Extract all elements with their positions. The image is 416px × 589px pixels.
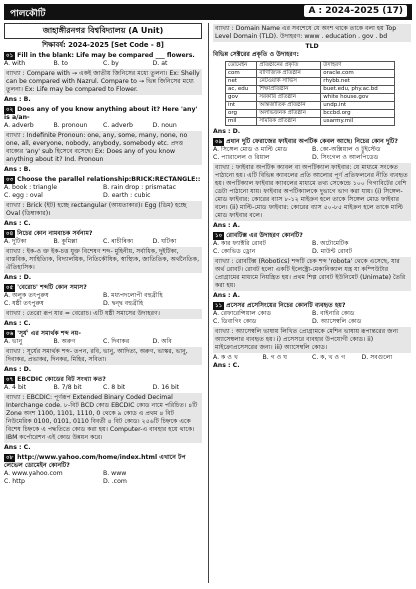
table-cell: oracle.com	[321, 70, 395, 78]
option-d: D. সিংগেল ও আলপিডেড	[312, 154, 379, 161]
option-d: D. noun	[152, 122, 177, 129]
option-c: C. প্যারালেল ও রিয়াল	[213, 154, 270, 161]
question-number: ০১	[6, 53, 14, 59]
question-text: 'বেরোচ' শব্দটি কোন সমাস?	[17, 284, 87, 291]
table-header-cell: উদাহরণ	[321, 62, 395, 70]
question-text: রোবটিক্স এর উদাহরণ কোনটি?	[226, 232, 303, 239]
option-c: C. ক, খ ও গ	[312, 354, 346, 361]
table-cell: rhybb.net	[321, 78, 395, 86]
table-row	[226, 94, 395, 102]
table-row	[226, 110, 395, 118]
header-right: A : 2024-2025 (17)	[304, 5, 407, 17]
table-cell: com	[226, 70, 257, 78]
option-a: A. অলুক তৎপুরুষ	[4, 292, 49, 299]
option-b: B. গ ও ঘ	[262, 354, 288, 361]
option-c: C. http	[4, 478, 25, 485]
explanation: ব্যাখ্যা : Compare with → একই জাতীয় জিনিসের মধ্যে তুলনা। Ex: Shelly can be compared with Nazrul. Compare to → ভিন্ন জিনিসের মধ্যে তুলনা। Ex: Life may be compared to Flower.	[4, 69, 202, 95]
question-8	[4, 454, 202, 470]
option-d: D. ঘটিকা	[152, 238, 177, 245]
table-cell: usarmy.mil	[321, 118, 395, 126]
option-b: B. 7/8 bit	[53, 384, 82, 391]
question-7	[4, 376, 202, 384]
options	[4, 470, 202, 486]
option-b: B. কো-অক্সিয়াল ও টুইস্টেড	[312, 146, 381, 153]
option-b: B. অটোমেটিক	[312, 240, 349, 247]
question-10	[213, 232, 411, 240]
option-c: C. 8 bit	[103, 384, 126, 391]
table-cell: int	[226, 102, 257, 110]
explanation: ব্যাখ্যা : অ্যাসেম্বলি ভাষায় লিখিত প্রোগ্রামকে মেশিন ভাষায় রূপান্তরের জন্য অ্যাসেম্বলার ব্যবহৃত হয়। i) প্রসেসরে ব্যবহার উপযোগী কোড। ii) মাইক্রোপ্রসেসরের জন্য। iii) অ্যাসেম্বলি কোড।	[213, 327, 411, 353]
options	[4, 60, 202, 68]
options	[213, 240, 411, 256]
explanation: ব্যাখ্যা : ইক-ও ক্ত ইক-চত্ত যুক্ত বিশেষণ শব্দ- মুহিনীয়, সর্বাধিক, দুইটিকা, বাস্তবিক, সাহিত্যিক, বিদ্যালয়িক, নিতিকৌষিক, স্বাস্থ্যিক, জাতিতিক, অর্থনৈতিক, ঐতিহাসিক।	[4, 247, 202, 273]
option-b: B. pronoun	[53, 122, 88, 129]
option-a: A. with	[4, 60, 26, 67]
question-text: প্রধান দুটি ফেরাজের ফাইবার অপটিক কেবল আছে। নিচের কোন দুটি?	[226, 138, 398, 145]
option-d: D. মাউন্ট রোবট	[312, 248, 353, 255]
option-c: C. adverb	[103, 122, 133, 129]
header-left: পালকৌটি	[10, 9, 46, 19]
domain-table	[225, 61, 395, 126]
table-row	[226, 118, 395, 126]
option-d: D. সবগুলো	[361, 354, 393, 361]
explanation: ব্যাখ্যা : Domain Name এর সবশেষে যে অংশ থাকে তাকে বলা হয় Top Level Domain (TLD). উদাহরণ: www . education . gov . bd	[213, 24, 411, 42]
option-c: C. দিবাকর	[103, 338, 130, 345]
answer: Ans : D.	[4, 274, 32, 281]
options	[213, 310, 411, 326]
table-cell: org	[226, 110, 257, 118]
option-a: A. দুটিকা	[4, 238, 27, 245]
option-a: A. 4 bit	[4, 384, 27, 391]
answer: Ans : A.	[213, 222, 240, 229]
option-a: A. ক ও খ	[213, 354, 238, 361]
explanation: ব্যাখ্যা : Indefinite Pronoun: one, any, some, many, none, no one, all, everyone, nobody, anybody, somebody etc. প্রদত্ত বাক্যের 'any' sub হিসেবে বসেছে। Ex: Does any of you know anything about it? Ind. Pronoun	[4, 131, 202, 165]
options	[213, 146, 411, 162]
option-b: B. মধ্যপদলোপী বহুব্রীহি	[103, 292, 163, 299]
option-d: D. অবি	[152, 338, 172, 345]
answer: Ans : B.	[4, 96, 31, 103]
question-text: Fill in the blank: Life may be compared ___ flowers.	[17, 52, 195, 59]
header-bar	[4, 4, 412, 20]
option-c: C. by	[103, 60, 119, 67]
table-cell: mil	[226, 118, 257, 126]
option-a: A. সিঙ্গেল মোড ও মাল্টি মোড	[213, 146, 288, 153]
answer: Ans : D.	[4, 366, 32, 373]
option-c: C. কোভিড ড্রোন	[213, 248, 256, 255]
answer: Ans : C.	[213, 362, 240, 369]
option-a: A. www.yahoo.com	[4, 470, 63, 477]
explanation: ব্যাখ্যা : তেরো রূপ যার = বেরোচ। এটি ষষ্ঠী সমাসের উদাহরণ।	[4, 309, 202, 319]
question-1	[4, 52, 202, 60]
option-a: A. ভানু	[4, 338, 23, 345]
option-b: B. কুমিল্লা	[53, 238, 78, 245]
table-cell: net	[226, 78, 257, 86]
table-cell: undp.int	[321, 102, 395, 110]
option-c: C. ষষ্ঠী তৎপুরুষ	[4, 300, 44, 307]
session-label: শিক্ষাবর্ষ: 2024-2025 [Set Code - 8]	[42, 41, 164, 49]
question-text: EBCDIC কোডের বিট সংখ্যা কত?	[17, 376, 106, 383]
question-number: ০৭	[6, 377, 14, 383]
question-number: ০৬	[6, 331, 14, 337]
question-text: Does any of you know anything about it? Here 'any' is a/an-	[4, 106, 198, 121]
options	[4, 122, 202, 130]
options	[213, 354, 411, 362]
option-b: B. rain drop : prismatac	[103, 184, 177, 191]
table-row	[226, 102, 395, 110]
explanation: ব্যাখ্যা : সূর্যের সমার্থক শব্দ- তপন, রবি, ভানু, আদিত্য, অরুণ, ভাস্কর, ভানু, দিবাকর, প্রভাকর, দিনকর, মিহির, সবিতা।	[4, 347, 202, 365]
question-6	[4, 330, 202, 338]
question-text: http://www.yahoo.com/home/index.html এখানে টপ লেভেল ডোমেইন কোনটি?	[4, 454, 186, 469]
options	[4, 338, 202, 346]
answer: Ans : C.	[4, 444, 31, 451]
question-text: প্রসেসর প্রসেসিংয়ের নিচের কোনটি ব্যবহৃত হয়?	[226, 302, 346, 309]
question-number: ০৪	[6, 231, 14, 237]
options	[4, 384, 202, 392]
question-number: ১০	[215, 233, 223, 239]
option-b: B. to	[53, 60, 68, 67]
question-2	[4, 106, 202, 122]
tld-label: TLD	[305, 43, 319, 50]
question-number: ১১	[215, 303, 223, 309]
section-title: জাহাঙ্গীরনগর বিশ্ববিদ্যালয় (A Unit)	[4, 23, 202, 39]
explanation: ব্যাখ্যা : Brick (ইট) হচ্ছে rectangular (আয়তাকার)। Egg (ডিম) হচ্ছে Oval (ডিম্বাকার)।	[4, 201, 202, 219]
question-number: ০৮	[6, 455, 14, 461]
question-number: ০৫	[6, 285, 14, 291]
option-a: A. রেফারেন্সিয়াল কোড	[213, 310, 272, 317]
question-number: ০৯	[215, 139, 223, 145]
table-header-row	[226, 62, 395, 70]
question-number: ০২	[6, 107, 14, 113]
table-cell: bccbd.org	[321, 110, 395, 118]
explanation: ব্যাখ্যা : EBCDIC: পূর্ণরূপ Extended Binary Coded Decimal Interchange code. ৮-বিট BCD কোড EBCDIC কোড নামে পরিচিত। ৪টি Zone অংশ 1100, 1101, 1110, 0 থেকে ৯ কোড এ প্রথম ৪ বিট নিউমেরিক 0100, 0101, 0110 বিবর্তী ৪ বিট কোড। ২৫৬টি চিহ্নকে একে বিশেষ চিহ্নকে এ পদ্ধতিতে কোড করা হয়। Computer-এ বাবহার হয়ে থাকে। IBM কর্পোরেশন এই কোড উন্নয়ন করে।	[4, 393, 202, 443]
option-b: B. বাইনারি কোড	[312, 310, 355, 317]
option-a: A. adverb	[4, 122, 34, 129]
table-row	[226, 70, 395, 78]
table-cell: অলাভজনক প্রতিষ্ঠান	[257, 110, 321, 118]
table-cell: আন্তর্জাতিক প্রতিষ্ঠান	[257, 102, 321, 110]
options	[4, 238, 202, 246]
options	[4, 292, 202, 308]
option-d: D. অ্যাসেম্বলি কোড	[312, 318, 362, 325]
option-d: D. earth : cubic	[103, 192, 151, 199]
table-cell: white house.gov	[321, 94, 395, 102]
option-b: B. অরুণ	[53, 338, 76, 345]
left-column	[4, 23, 202, 486]
table-cell: buet.edu, phy.ac.bd	[321, 86, 395, 94]
option-c: C. ৰাচীৰিকা	[103, 238, 134, 245]
option-a: A. book : triangle	[4, 184, 58, 191]
answer: Ans : B.	[4, 166, 31, 173]
table-cell: gov	[226, 94, 257, 102]
options	[4, 184, 202, 200]
question-5	[4, 284, 202, 292]
table-cell: শিক্ষাপ্রতিষ্ঠান	[257, 86, 321, 94]
option-d: D. .com	[103, 478, 127, 485]
question-9	[213, 138, 411, 146]
table-header-cell: প্রতিষ্ঠানের প্রকৃতি	[257, 62, 321, 70]
question-text: নিচের কোন নামবাচক সর্বনাম?	[17, 230, 93, 237]
option-d: D. 16 bit	[152, 384, 180, 391]
option-a: A. কার ফ্যাক্টরি রোবট	[213, 240, 267, 247]
option-d: D. at	[152, 60, 168, 67]
right-column	[213, 23, 411, 370]
table-cell: সামরিক প্রতিষ্ঠান	[257, 118, 321, 126]
table-cell: ac, edu	[226, 86, 257, 94]
question-number: ০৩	[6, 177, 14, 183]
question-4	[4, 230, 202, 238]
option-d: D. দ্বন্দ্ব বহুব্রীহি	[103, 300, 144, 307]
table-cell: নেটওয়ার্ক সার্ভিস	[257, 78, 321, 86]
table-cell: সরকারি প্রতিষ্ঠান	[257, 94, 321, 102]
table-row	[226, 78, 395, 86]
question-text: 'সূর্য' এর সমার্থক শব্দ নয়-	[17, 330, 81, 337]
column-divider	[208, 23, 209, 583]
explanation: ব্যাখ্যা : রোবটিক্স (Robotics) শব্দটি চেক শব্দ 'robota' থেকে এসেছে, যার অর্থ রোবট। রোবট হলো একটি ইলেক্ট্রো-মেকানিক্যাল যন্ত্র যা কম্পিউটার প্রোগ্রামের মাধ্যমে নিয়ন্ত্রিত হয়। প্রথম শিল্প রোবট ইউনিমেট (Unimate) তৈরি করা হয়।	[213, 257, 411, 291]
option-c: C. egg : oval	[4, 192, 43, 199]
option-c: C. ডিবাগিং কোড	[213, 318, 257, 325]
question-text: Choose the parallel relationship:BRICK:RECTANGLE::	[17, 176, 201, 183]
table-row	[226, 86, 395, 94]
table-title: বিভিন্ন সেক্টরের প্রকৃতি ও উদাহরণ:	[213, 51, 300, 58]
table-header-cell: ডোমেইন	[226, 62, 257, 70]
question-3	[4, 176, 202, 184]
table-cell: বাণিজ্যিক প্রতিষ্ঠান	[257, 70, 321, 78]
answer: Ans : D.	[213, 128, 241, 135]
answer: Ans : C.	[4, 220, 31, 227]
answer: Ans : C.	[4, 320, 31, 327]
explanation: ব্যাখ্যা : ফাইবার অপটিক ক্যাবল বা অপটিক্যাল ফাইবার: যে মাধ্যমে সংকেত পাঠানো হয়। এটি বিভিন্ন ক্যাবলের প্রতি আলোর পূর্ণ প্রতিফলনের নীতি ব্যবহৃত হয়। অপটিক্যাল ফাইবার ক্যাবলের মাধ্যমে তথ্য সেকেন্ডে ১০০ গিগাবিটের বেশি ডেটা পাঠানো যায়। ফাইবার অপটিক্যালকে দুভাগে ভাগ করা যায়। (i) সিঙ্গেল-মোড ফাইবার: কোরের ব্যাস ৮-১২ মাইক্রন হলে তাকে সিঙ্গেল মোড ফাইবার বলে। (ii) মাল্টি-মোড ফাইবার: কোরের ব্যাস ৫০-৮৫ মাইক্রন হলে তাকে মাল্টি মোড ফাইবার বলে।	[213, 163, 411, 221]
option-b: B. www	[103, 470, 127, 477]
question-11	[213, 302, 411, 310]
answer: Ans : A.	[213, 292, 240, 299]
